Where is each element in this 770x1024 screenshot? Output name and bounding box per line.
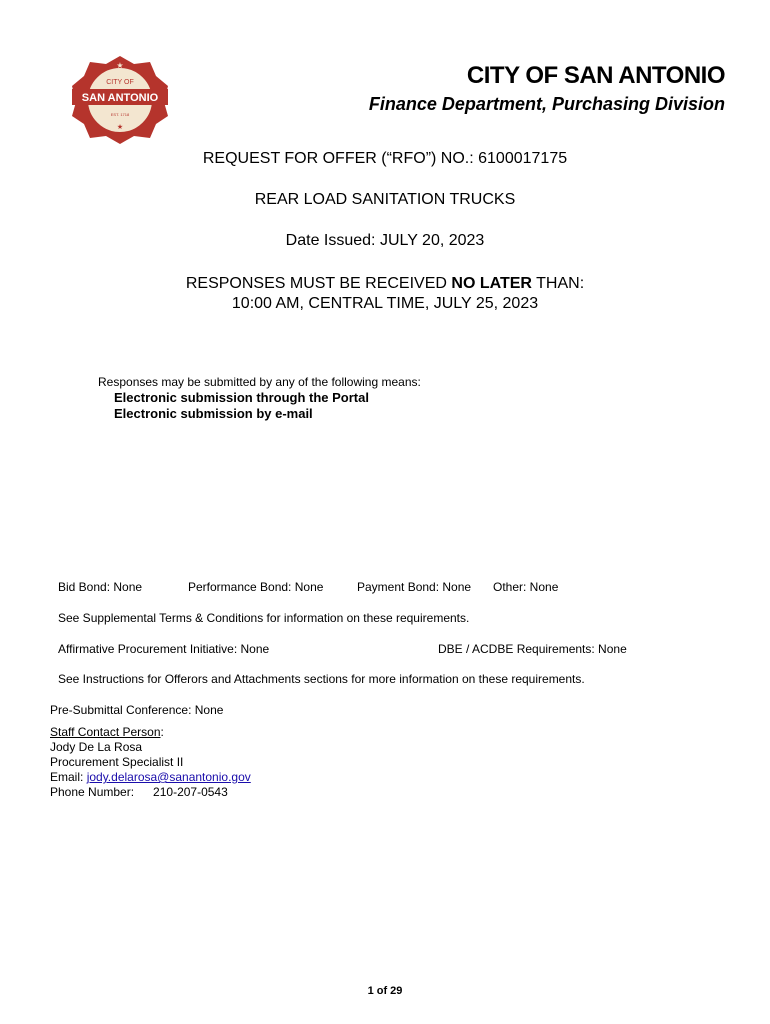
logo-line1: CITY OF <box>106 79 134 86</box>
contact-heading-label: Staff Contact Person <box>50 725 161 739</box>
contact-email-label: Email: <box>50 770 87 784</box>
affirmative-procurement: Affirmative Procurement Initiative: None <box>58 642 270 656</box>
contact-heading-colon: : <box>160 725 164 739</box>
project-title: REAR LOAD SANITATION TRUCKS <box>254 191 516 208</box>
deadline-emphasis: NO LATER <box>451 275 532 292</box>
city-seal-logo <box>70 54 170 144</box>
contact-phone-row <box>50 785 228 800</box>
deadline-post: THAN: <box>531 275 585 292</box>
bid-bond: Bid Bond: None <box>58 580 143 594</box>
logo-star-top: ★ <box>116 61 124 70</box>
deadline-pre: RESPONSES MUST BE RECEIVED <box>185 275 452 292</box>
submission-method-email: Electronic submission by e-mail <box>114 406 313 421</box>
instructions-note: See Instructions for Offerors and Attachments sections for more information on these requirements. <box>58 672 585 686</box>
dbe-requirements: DBE / ACDBE Requirements: None <box>438 642 627 656</box>
deadline-heading <box>0 275 770 293</box>
other-bond: Other: None <box>493 580 559 594</box>
date-issued: Date Issued: JULY 20, 2023 <box>285 232 485 249</box>
page-number: 1 of 29 <box>367 985 403 997</box>
city-title: CITY OF SAN ANTONIO <box>466 62 725 89</box>
deadline-time: 10:00 AM, CENTRAL TIME, JULY 25, 2023 <box>231 295 539 312</box>
submission-intro: Responses may be submitted by any of the following means: <box>98 375 421 389</box>
contact-heading <box>50 725 164 740</box>
pre-submittal-conference: Pre-Submittal Conference: None <box>50 703 224 717</box>
contact-email-link[interactable]: jody.delarosa@sanantonio.gov <box>86 770 251 784</box>
contact-email-row <box>50 770 251 785</box>
contact-phone-value: 210-207-0543 <box>153 785 228 799</box>
logo-line3: EST. 1718 <box>110 112 130 117</box>
rfo-number: REQUEST FOR OFFER (“RFO”) NO.: 6100017175 <box>202 150 568 167</box>
contact-name: Jody De La Rosa <box>50 740 143 754</box>
logo-star-bottom: ★ <box>116 123 124 131</box>
supplemental-note: See Supplemental Terms & Conditions for information on these requirements. <box>58 611 470 625</box>
department-title: Finance Department, Purchasing Division <box>368 94 725 114</box>
contact-phone-label: Phone Number: <box>50 785 135 799</box>
contact-title: Procurement Specialist II <box>50 755 184 769</box>
payment-bond: Payment Bond: None <box>357 580 472 594</box>
submission-method-portal: Electronic submission through the Portal <box>114 390 369 405</box>
performance-bond: Performance Bond: None <box>188 580 324 594</box>
logo-line2: SAN ANTONIO <box>81 92 159 104</box>
